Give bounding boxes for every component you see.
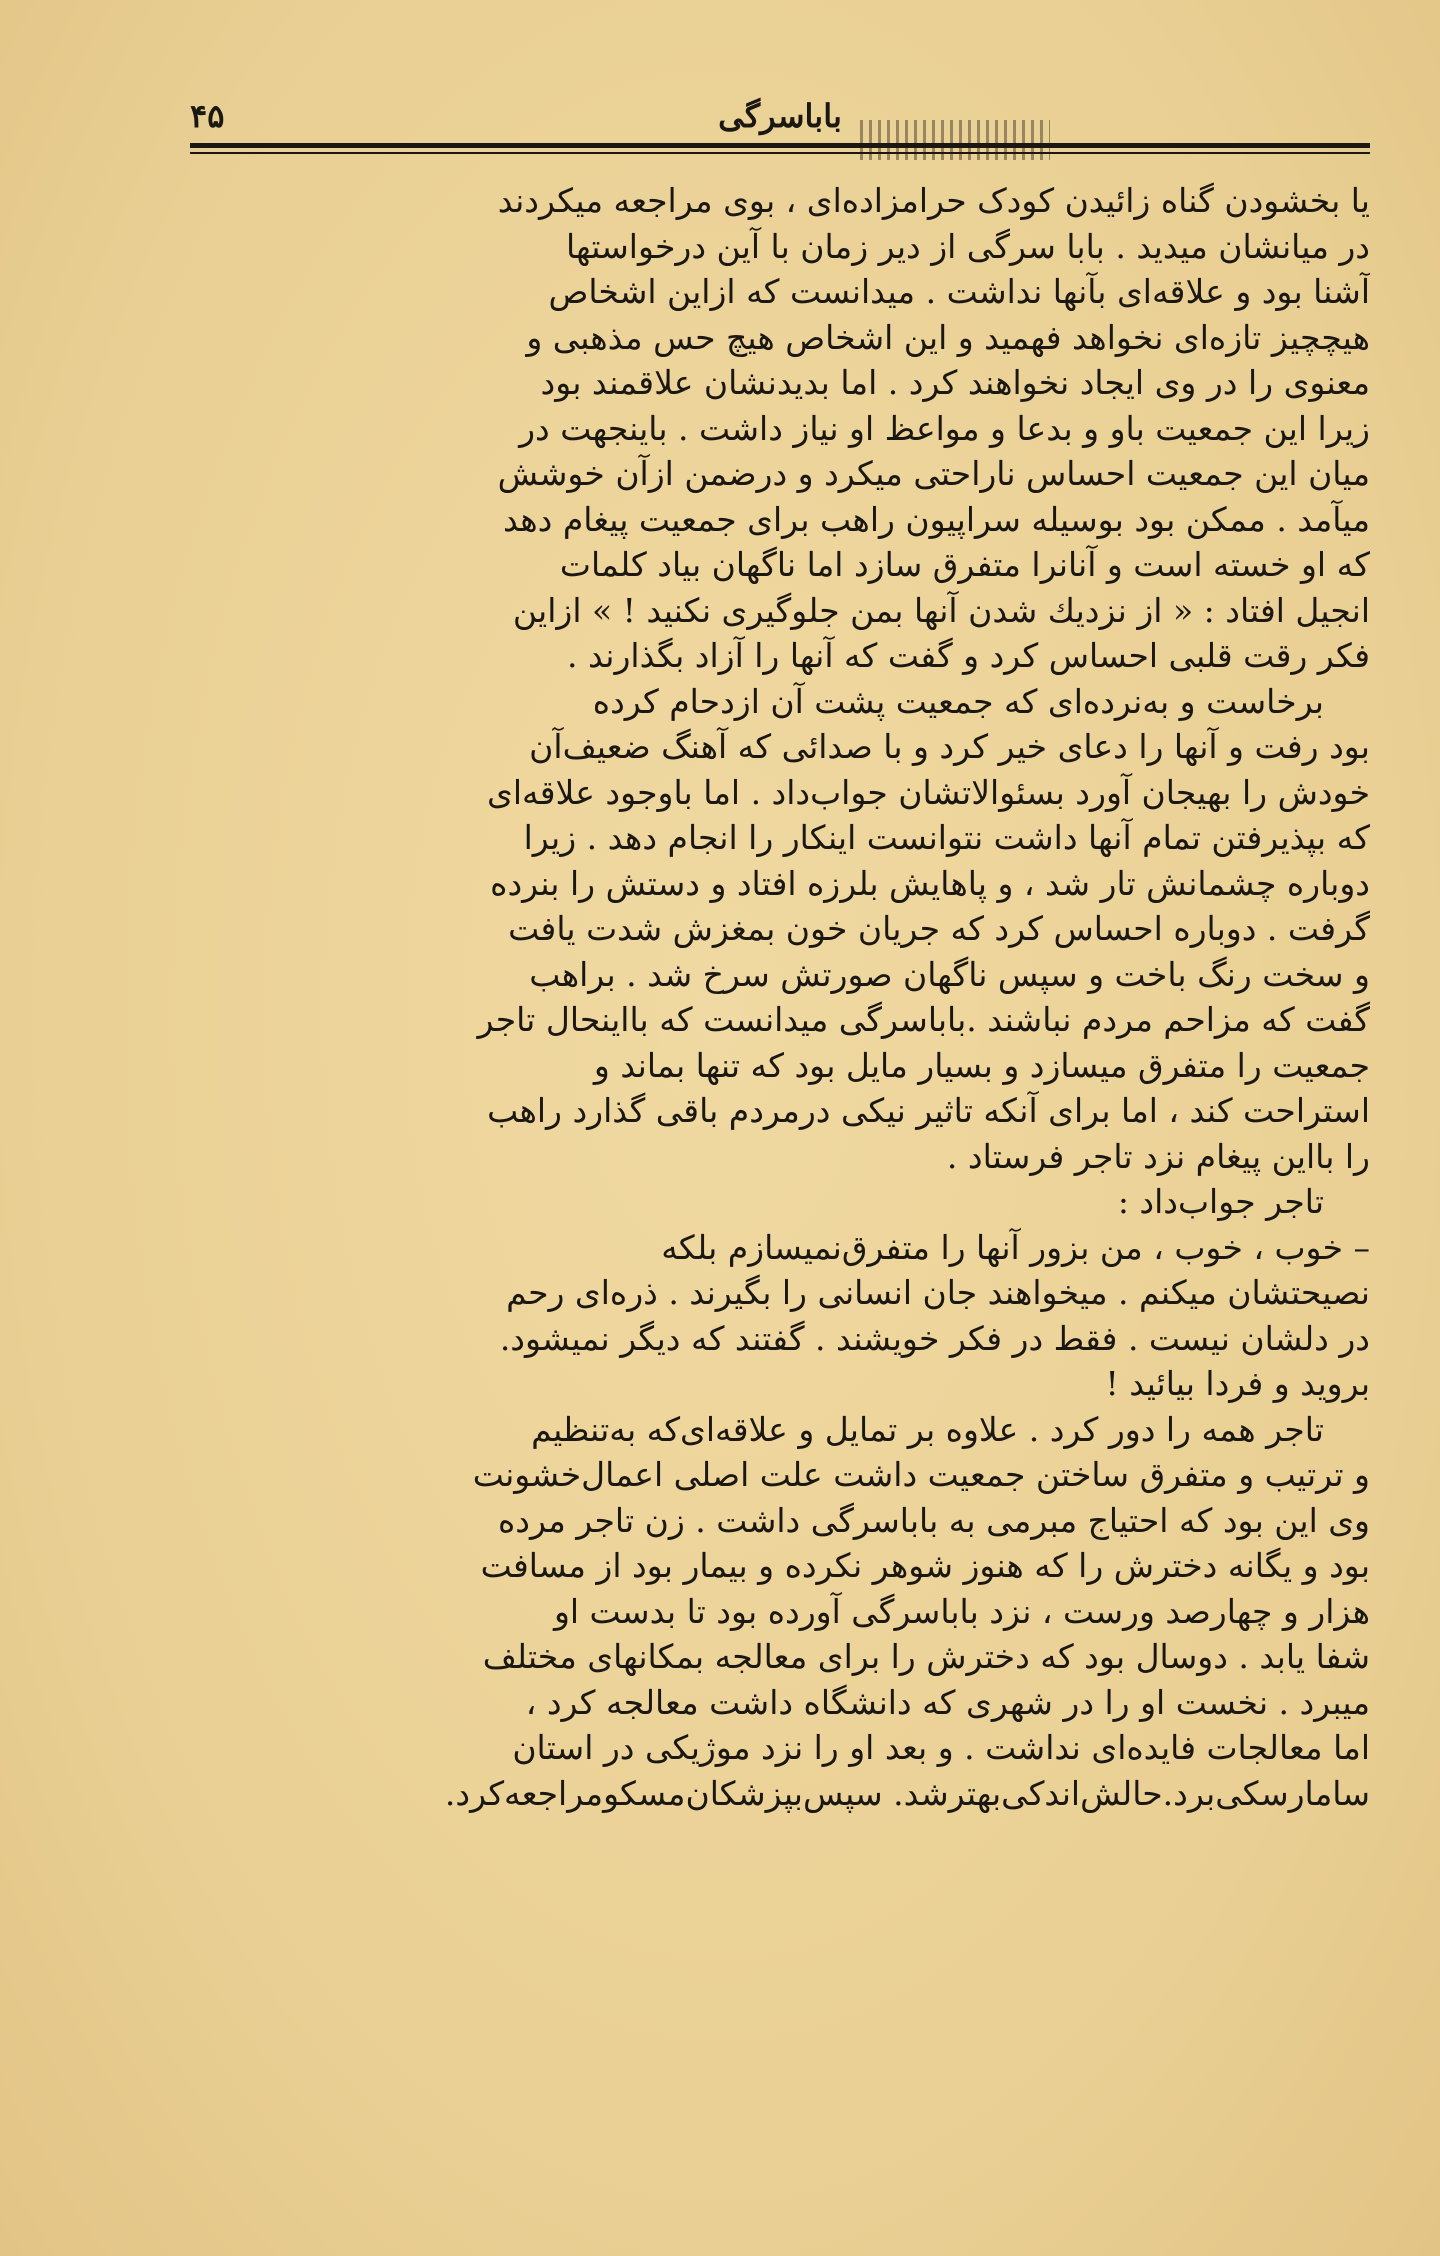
text-line: در میانشان میدید . بابا سرگی از دیر زمان با آین درخواستها — [565, 226, 1370, 266]
text-line: بروید و فردا بیائید ! — [1105, 1364, 1370, 1403]
text-line: بود رفت و آنها را دعای خیر کرد و با صدائی که آهنگ ضعیف‌آن — [529, 727, 1370, 766]
text-line: – خوب ، خوب ، من بزور آنها را متفرق‌نمیسازم بلکه — [661, 1227, 1370, 1267]
text-line: زیرا این جمعیت باو و بدعا و مواعظ او نیاز داشت . باینجهت در — [519, 408, 1370, 448]
text-line: میآمد . ممکن بود بوسیله سراپیون راهب برای جمعیت پیغام دهد — [502, 499, 1370, 539]
text-line: میبرد . نخست او را در شهری که دانشگاه داشت معالجه کرد ، — [525, 1682, 1370, 1722]
text-line: فکر رقت قلبی احساس کرد و گفت که آنها را آزاد بگذارند . — [567, 636, 1370, 675]
text-line: که بپذیرفتن تمام آنها داشت نتوانست اینکار را انجام دهد . زیرا — [523, 818, 1370, 857]
text-line: تاجر همه را دور کرد . علاوه بر تمایل و علاقه‌ای‌که به‌تنظیم — [531, 1409, 1324, 1449]
text-line: گرفت . دوباره احساس کرد که جریان خون بمغزش شدت یافت — [508, 909, 1370, 948]
text-line: سامارسکی‌برد.حالش‌اندکی‌بهترشد. سپس‌بپزشکان‌مسکومراجعه‌کرد. — [444, 1773, 1370, 1813]
header-rule-thin — [190, 152, 1370, 154]
page-header — [190, 88, 1370, 148]
text-line: تاجر جواب‌داد : — [1117, 1182, 1324, 1221]
text-line: دوباره چشمانش تار شد ، و پاهایش بلرزه افتاد و دستش را بنرده — [490, 863, 1370, 903]
text-line: انجیل افتاد : « از نزدیك شدن آنها بمن جلوگیری نکنید ! » ازاین — [512, 590, 1370, 630]
text-line: هیچچیز تازه‌ای نخواهد فهمید و این اشخاص هیچ حس مذهبی و — [526, 317, 1370, 357]
text-line: استراحت کند ، اما برای آنکه تاثیر نیکی درمردم باقی گذارد راهب — [487, 1091, 1370, 1130]
text-line: را بااین پیغام نزد تاجر فرستاد . — [946, 1136, 1370, 1176]
text-line: یا بخشودن گناه زائیدن کودک حرامزاده‌ای ، بوی مراجعه میکردند — [497, 181, 1370, 220]
text-line: میان این جمعیت احساس ناراحتی میکرد و درضمن ازآن خوشش — [497, 454, 1370, 493]
header-rule-thick — [190, 143, 1370, 148]
text-line: وی این بود که احتیاج مبرمی به باباسرگی داشت . زن تاجر مرده — [497, 1500, 1370, 1540]
text-line: بود و یگانه دخترش را که هنوز شوهر نکرده و بیمار بود از مسافت — [480, 1546, 1370, 1585]
running-title: باباسرگی — [718, 97, 842, 135]
text-line: که او خسته است و آنانرا متفرق سازد اما ناگهان بیاد کلمات — [559, 545, 1370, 584]
text-line: نصیحتشان میکنم . میخواهند جان انسانی را بگیرند . ذره‌ای رحم — [506, 1273, 1370, 1312]
text-line: هزار و چهارصد ورست ، نزد باباسرگی آورده بود تا بدست او — [553, 1591, 1370, 1631]
body-text — [190, 178, 1370, 1816]
text-line: گفت که مزاحم مردم نباشند .باباسرگی میدانست که بااینحال تاجر — [477, 1000, 1370, 1039]
text-line: و ترتیب و متفرق ساختن جمعیت داشت علت اصلی اعمال‌خشونت — [472, 1455, 1370, 1494]
page-number: ۴۵ — [190, 97, 225, 135]
text-line: اما معالجات فایده‌ای نداشت . و بعد او را نزد موژیکی در استان — [512, 1728, 1370, 1767]
text-line: و سخت رنگ باخت و سپس ناگهان صورتش سرخ شد . براهب — [529, 954, 1370, 994]
ink-smudge — [860, 120, 1050, 160]
text-line: آشنا بود و علاقه‌ای بآنها نداشت . میدانست که ازاین اشخاص — [548, 272, 1370, 311]
text-line: معنوی را در وی ایجاد نخواهند کرد . اما بدیدنشان علاقمند بود — [540, 363, 1370, 402]
text-line: در دلشان نیست . فقط در فکر خویشند . گفتند که دیگر نمیشود. — [499, 1318, 1370, 1358]
text-line: جمعیت را متفرق میسازد و بسیار مایل بود که تنها بماند و — [593, 1045, 1370, 1085]
text-line: شفا یابد . دوسال بود که دخترش را برای معالجه بمکانهای مختلف — [482, 1637, 1370, 1676]
text-line: برخاست و به‌نرده‌ای که جمعیت پشت آن ازدحام کرده — [592, 681, 1324, 721]
text-line: خودش را بهیجان آورد بسئوالاتشان جواب‌داد . اما باوجود علاقه‌ای — [487, 772, 1370, 812]
